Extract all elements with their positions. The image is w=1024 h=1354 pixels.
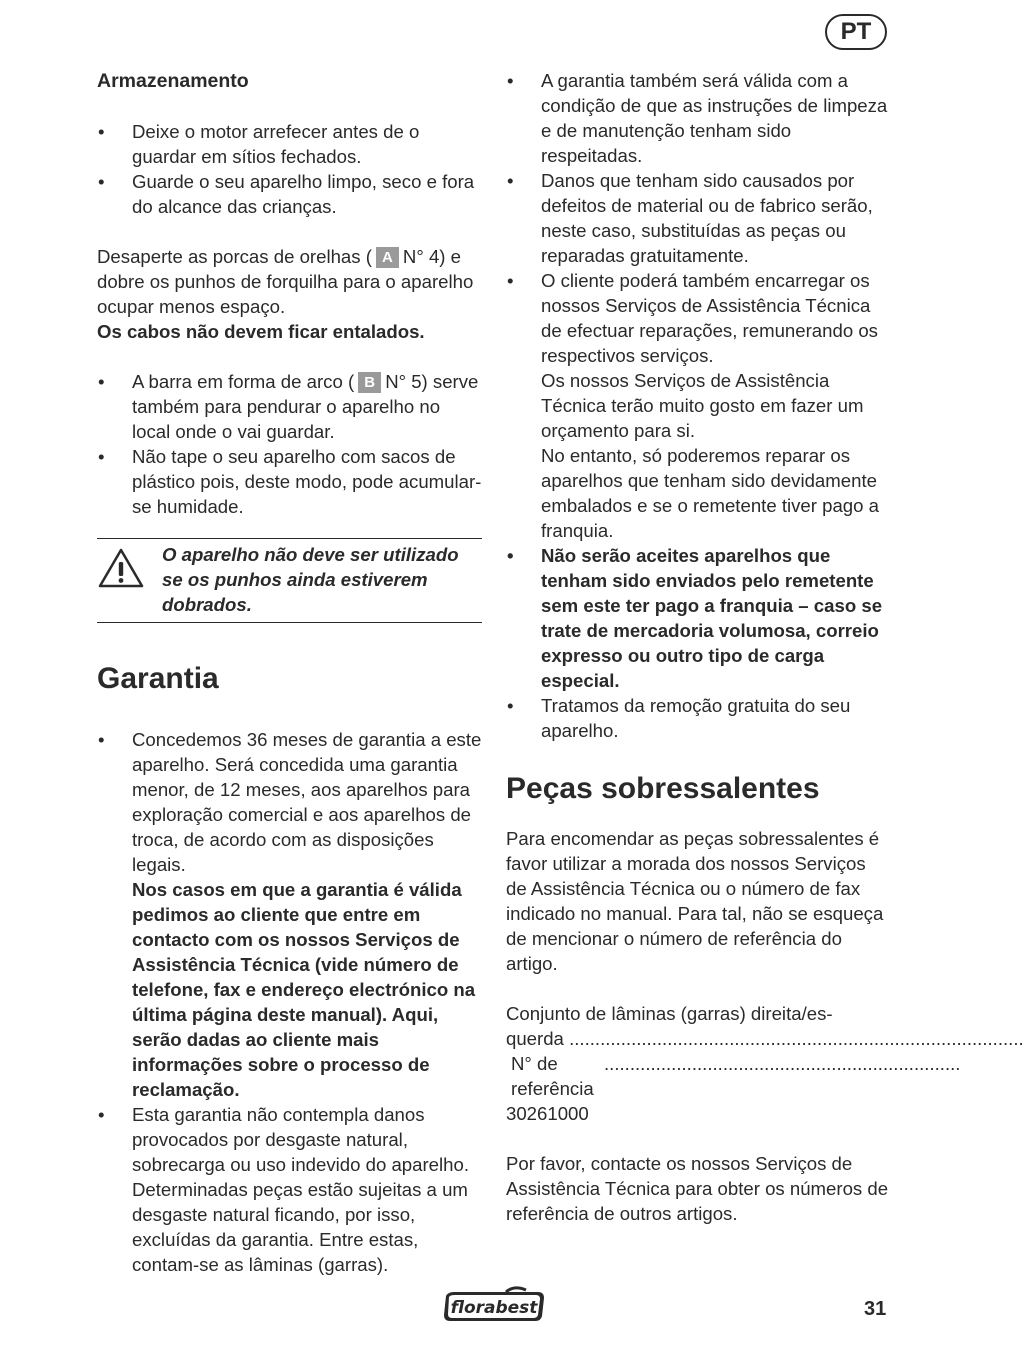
reference-line: N° de referência ..................................................................... [511, 1053, 961, 1099]
warranty-heading: Garantia [97, 662, 219, 695]
warranty-list [97, 727, 482, 1277]
list-item: • Danos que tenham sido causados por defeitos de material ou de fabrico serão, neste caso, substituídas as peças ou reparadas gratuitamente. [506, 168, 891, 268]
warning-triangle-icon [97, 547, 145, 589]
spare-part-item: Conjunto de lâminas (garras) direita/es- [506, 1003, 833, 1024]
list-item: • Deixe o motor arrefecer antes de o guardar em sítios fechados. [97, 119, 482, 169]
storage-paragraph: Desaperte as porcas de orelhas ( A N° 4) e dobre os punhos de forquilha para o aparelho ocupar menos espaço. [97, 246, 474, 317]
figure-tag-a: A [376, 247, 399, 268]
list-item: • A barra em forma de arco ( B N° 5) serve também para pendurar o aparelho no local onde o vai guardar. [97, 369, 482, 444]
list-item: • Esta garantia não contempla danos provocados por desgaste natural, sobrecarga ou uso indevido do aparelho. Determinadas peças estão sujeitas a um desgaste natural ficando, por isso, excluídas da garantia. Entre estas, contam-se as lâminas (garras). [97, 1102, 482, 1277]
svg-text:florabest: florabest [450, 1298, 538, 1318]
page-number: 31 [864, 1298, 887, 1320]
reference-number: 30261000 [506, 1103, 589, 1124]
list-item: • Não tape o seu aparelho com sacos de plástico pois, deste modo, pode acumular-se humidade. [97, 444, 482, 519]
storage-list-2 [97, 369, 482, 519]
list-item: • Guarde o seu aparelho limpo, seco e fora do alcance das crianças. [97, 169, 482, 219]
warning-text: O aparelho não deve ser utilizado se os punhos ainda estiverem dobrados. [162, 544, 459, 615]
right-column [506, 68, 1024, 1226]
spare-parts-outro: Por favor, contacte os nossos Serviços de Assistência Técnica para obter os números de referência de outros artigos. [506, 1153, 889, 1224]
list-item: • Não serão aceites aparelhos que tenham sido enviados pelo remetente sem este ter pago a franquia – caso se trate de mercadoria volumosa, correio expresso ou outro tipo de carga especial. [506, 543, 891, 693]
warranty-bold-note: Nos casos em que a garantia é válida pedimos ao cliente que entre em contacto com os nossos Serviços de Assistência Técnica (vide número de telefone, fax e endereço electrónico na última página deste manual). Aqui, serão dadas ao cliente mais informações sobre o processo de reclamação. [132, 879, 476, 1100]
warning-box [97, 538, 482, 623]
storage-bold-note: Os cabos não devem ficar entalados. [97, 321, 425, 342]
list-item: • O cliente poderá também encarregar os nossos Serviços de Assistência Técnica de efectuar reparações, remunerando os respectivos serviços. Os nossos Serviços de Assistência Técnica terão muito gosto em fazer um orçamento para si. No entanto, só poderemos reparar os aparelhos que tenham sido devidamente embalados e se o remetente tiver pago a franquia. [506, 268, 891, 543]
list-item: • Tratamos da remoção gratuita do seu aparelho. [506, 693, 891, 743]
storage-heading: Armazenamento [97, 70, 249, 92]
left-column [97, 68, 482, 1277]
storage-list [97, 119, 482, 219]
spare-parts-intro: Para encomendar as peças sobressalentes é favor utilizar a morada dos nossos Serviços de Assistência Técnica ou o número de fax indicado no manual. Para tal, não se esqueça de mencionar o número de referência do artigo. [506, 828, 884, 974]
florabest-logo [440, 1288, 548, 1324]
figure-tag-b: B [358, 372, 381, 393]
warranty-list-continued [506, 68, 891, 743]
spare-parts-heading: Peças sobressalentes [506, 772, 820, 805]
list-item: • Concedemos 36 meses de garantia a este aparelho. Será concedida uma garantia menor, de 12 meses, aos aparelhos para exploração comercial e aos aparelhos de troca, de acordo com as disposições legais. Nos casos em que a garantia é válida pedimos ao cliente que entre em contacto com os nossos Serviços de Assistência Técnica (vide número de telefone, fax e endereço electrónico na última página deste manual). Aqui, serão dadas ao cliente mais informações sobre o processo de reclamação. [97, 727, 482, 1102]
list-item: • A garantia também será válida com a condição de que as instruções de limpeza e de manutenção tenham sido respeitadas. [506, 68, 891, 168]
language-badge: PT [825, 14, 887, 50]
spare-part-item-line: querda ........................................................................................ [506, 1028, 1024, 1049]
